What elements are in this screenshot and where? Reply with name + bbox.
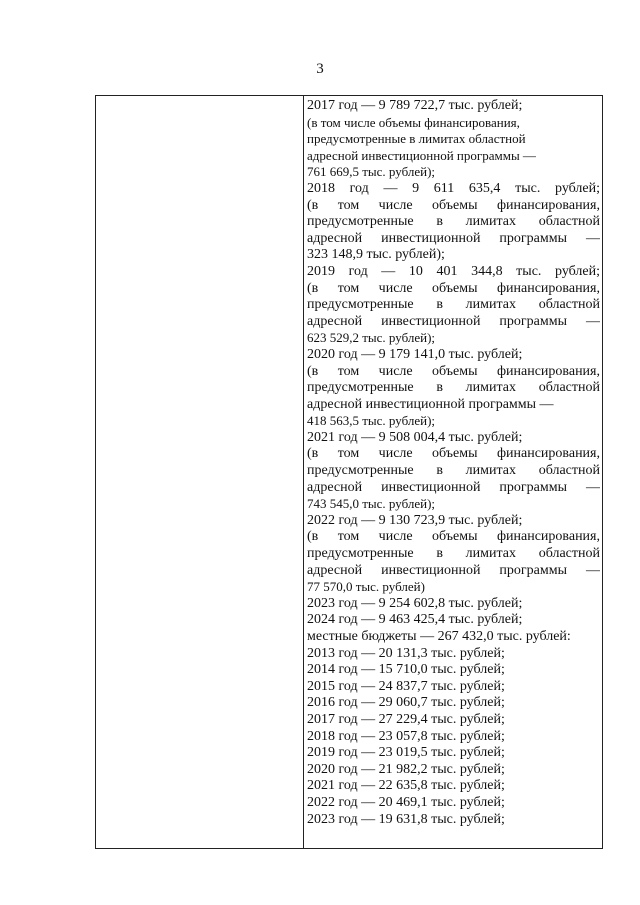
text-line: 2023 год — 19 631,8 тыс. рублей;: [307, 811, 505, 827]
funding-text-cell: [307, 98, 600, 828]
text-line: 2024 год — 9 463 425,4 тыс. рублей;: [307, 612, 523, 628]
text-line: (в том числе объемы финансирования,: [307, 114, 520, 130]
text-line: 2020 год — 21 982,2 тыс. рублей;: [307, 761, 505, 777]
text-line: 2022 год — 20 469,1 тыс. рублей;: [307, 794, 505, 810]
text-line: предусмотренные в лимитах областной: [307, 297, 600, 313]
text-line: 2023 год — 9 254 602,8 тыс. рублей;: [307, 595, 523, 611]
text-line: 2019 год — 10 401 344,8 тыс. рублей;: [307, 263, 600, 279]
text-line: 2018 год — 9 611 635,4 тыс. рублей;: [307, 180, 600, 196]
text-line: 2017 год — 9 789 722,7 тыс. рублей;: [307, 98, 523, 113]
text-line: 761 669,5 тыс. рублей);: [307, 164, 436, 180]
text-line: 2018 год — 23 057,8 тыс. рублей;: [307, 728, 505, 744]
text-line: адресной инвестиционной программы —: [307, 479, 600, 495]
funding-table: [95, 95, 603, 849]
text-line: местные бюджеты — 267 432,0 тыс. рублей:: [307, 629, 571, 644]
text-line: (в том числе объемы финансирования,: [307, 280, 600, 296]
text-line: предусмотренные в лимитах областной: [307, 546, 600, 562]
text-line: 77 570,0 тыс. рублей): [307, 579, 425, 595]
text-line: 323 148,9 тыс. рублей);: [307, 247, 445, 263]
text-line: адресной инвестиционной программы —: [307, 396, 554, 412]
text-line: 2021 год — 22 635,8 тыс. рублей;: [307, 778, 505, 794]
text-line: адресной инвестиционной программы —: [307, 313, 600, 329]
text-line: 743 545,0 тыс. рублей);: [307, 496, 436, 512]
text-line: (в том числе объемы финансирования,: [307, 529, 600, 545]
text-line: 2016 год — 29 060,7 тыс. рублей;: [307, 695, 505, 711]
page-number: 3: [316, 61, 324, 77]
text-line: (в том числе объемы финансирования,: [307, 363, 600, 379]
text-line: 2015 год — 24 837,7 тыс. рублей;: [307, 678, 505, 694]
text-line: адресной инвестиционной программы —: [307, 147, 536, 163]
text-line: 2022 год — 9 130 723,9 тыс. рублей;: [307, 512, 523, 528]
text-line: 623 529,2 тыс. рублей);: [307, 330, 436, 346]
text-line: предусмотренные в лимитах областной: [307, 463, 600, 479]
text-line: предусмотренные в лимитах областной: [307, 380, 600, 396]
text-line: 2014 год — 15 710,0 тыс. рублей;: [307, 662, 505, 678]
text-line: 2019 год — 23 019,5 тыс. рублей;: [307, 745, 505, 761]
text-line: (в том числе объемы финансирования,: [307, 197, 600, 213]
text-line: 2020 год — 9 179 141,0 тыс. рублей;: [307, 346, 523, 362]
column-divider: [303, 96, 304, 848]
text-line: (в том числе объемы финансирования,: [307, 446, 600, 462]
text-line: 2021 год — 9 508 004,4 тыс. рублей;: [307, 429, 523, 445]
text-line: 2013 год — 20 131,3 тыс. рублей;: [307, 645, 505, 661]
text-line: 418 563,5 тыс. рублей);: [307, 413, 436, 429]
text-line: предусмотренные в лимитах областной: [307, 214, 600, 230]
text-line: адресной инвестиционной программы —: [307, 230, 600, 246]
text-line: адресной инвестиционной программы —: [307, 562, 600, 578]
text-line: предусмотренные в лимитах областной: [307, 131, 526, 147]
text-line: 2017 год — 27 229,4 тыс. рублей;: [307, 711, 505, 727]
